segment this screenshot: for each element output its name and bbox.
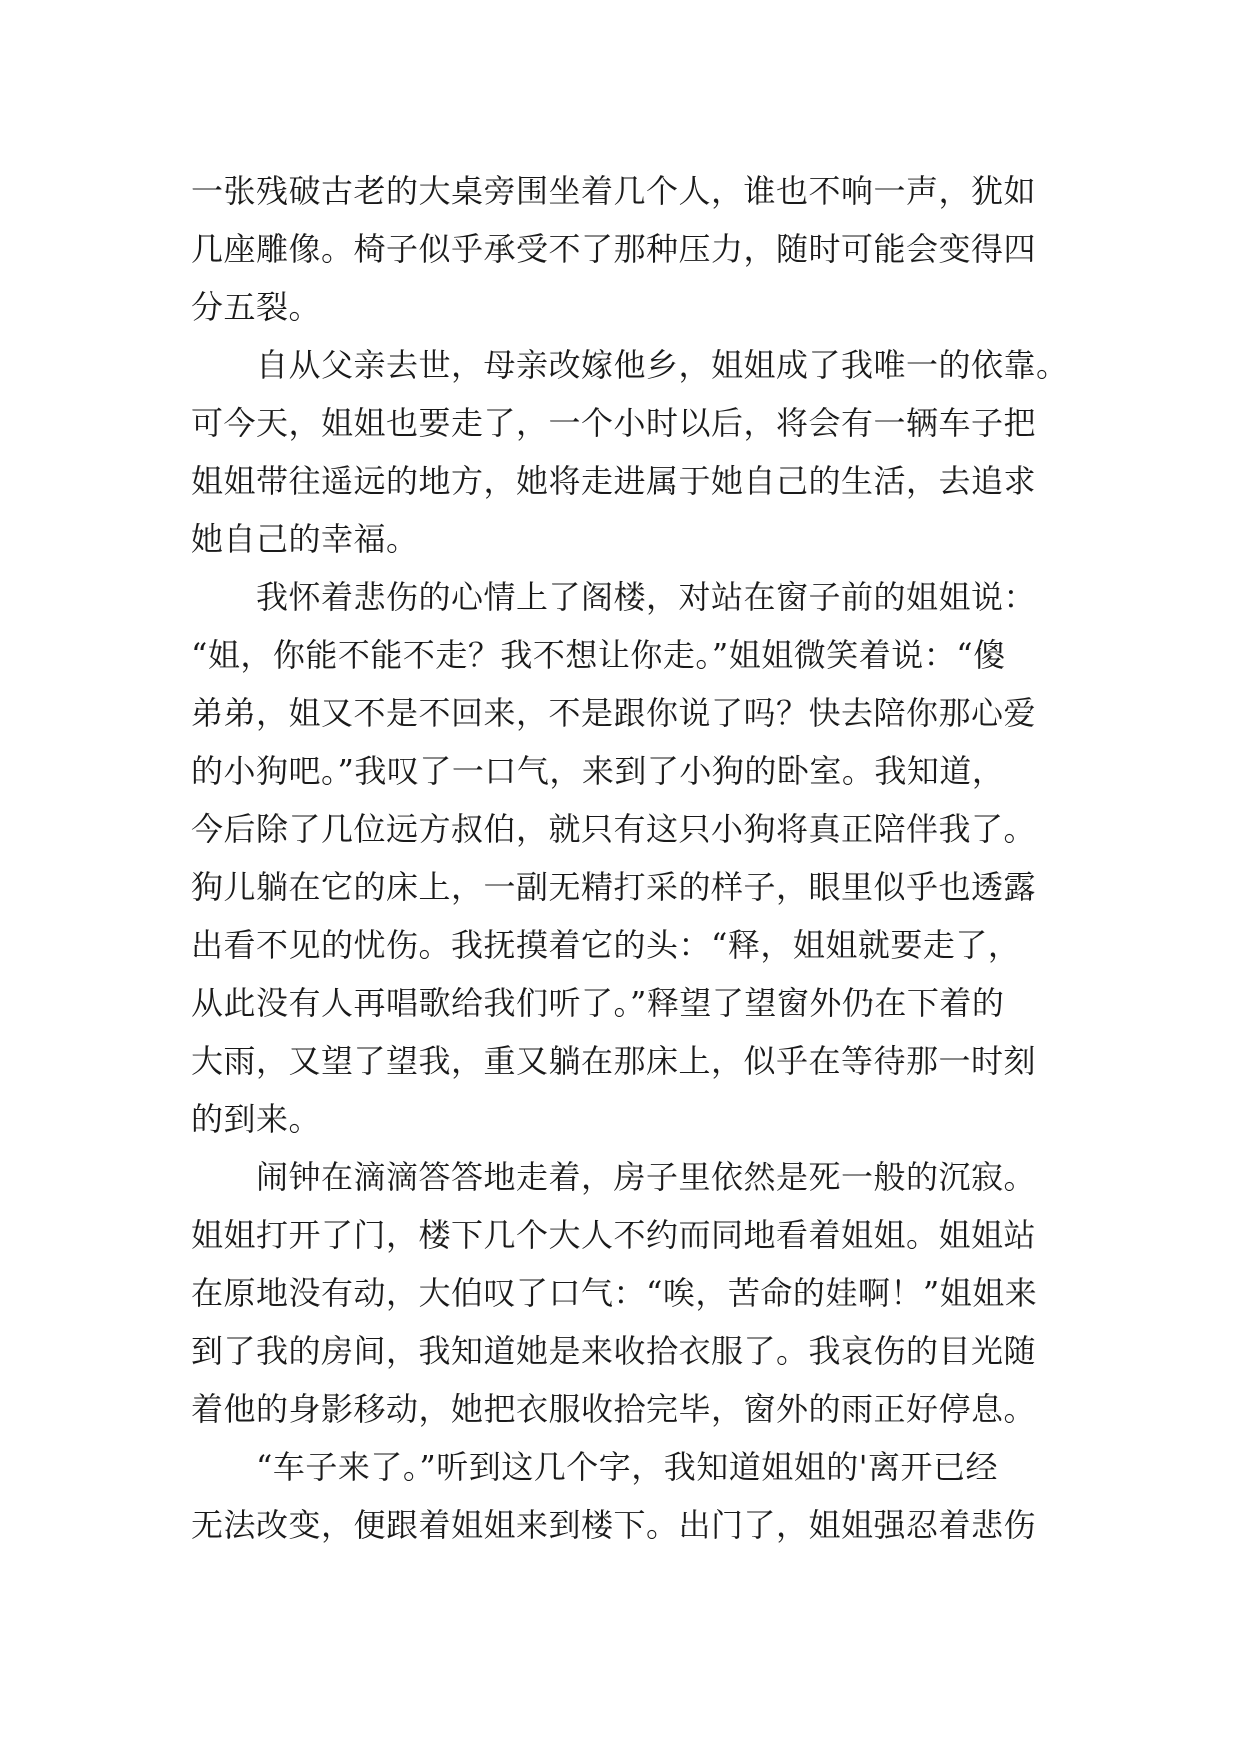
text-line: 出看不见的忧伤。我抚摸着它的头：“释，姐姐就要走了， (191, 926, 1021, 964)
text-line: 着他的身影移动，她把衣服收拾完毕，窗外的雨正好停息。 (191, 1390, 1037, 1428)
paragraph-first-line: “车子来了。”听到这几个字，我知道姐姐的'离开已经 (256, 1448, 999, 1486)
text-line: 从此没有人再唱歌给我们听了。”释望了望窗外仍在下着的 (191, 984, 1005, 1022)
paragraph-first-line: 自从父亲去世，母亲改嫁他乡，姐姐成了我唯一的依靠。 (256, 346, 1069, 384)
text-line: 的到来。 (191, 1100, 322, 1138)
text-line: 弟弟，姐又不是不回来，不是跟你说了吗？快去陪你那心爱 (191, 694, 1037, 732)
text-line: 在原地没有动，大伯叹了口气：“唉，苦命的娃啊！”姐姐来 (191, 1274, 1038, 1312)
text-line: 姐姐带往遥远的地方，她将走进属于她自己的生活，去追求 (191, 462, 1037, 500)
text-line: 狗儿躺在它的床上，一副无精打采的样子，眼里似乎也透露 (191, 868, 1037, 906)
text-line: 姐姐打开了门，楼下几个大人不约而同地看着姐姐。姐姐站 (191, 1216, 1037, 1254)
text-line: “姐，你能不能不走？我不想让你走。”姐姐微笑着说：“傻 (191, 636, 1006, 674)
text-line: 到了我的房间，我知道她是来收拾衣服了。我哀伤的目光随 (191, 1332, 1037, 1370)
paragraph-first-line: 闹钟在滴滴答答地走着，房子里依然是死一般的沉寂。 (256, 1158, 1037, 1196)
text-line: 的小狗吧。”我叹了一口气，来到了小狗的卧室。我知道， (191, 752, 1005, 790)
story-text-body (191, 162, 1071, 1554)
text-line: 一张残破古老的大桌旁围坐着几个人，谁也不响一声，犹如 (191, 172, 1037, 210)
text-line: 可今天，姐姐也要走了，一个小时以后，将会有一辆车子把 (191, 404, 1037, 442)
text-line: 无法改变，便跟着姐姐来到楼下。出门了，姐姐强忍着悲伤 (191, 1506, 1037, 1544)
text-line: 今后除了几位远方叔伯，就只有这只小狗将真正陪伴我了。 (191, 810, 1037, 848)
text-line: 分五裂。 (191, 288, 322, 326)
text-line: 她自己的幸福。 (191, 520, 419, 558)
text-line: 大雨，又望了望我，重又躺在那床上，似乎在等待那一时刻 (191, 1042, 1037, 1080)
paragraph-first-line: 我怀着悲伤的心情上了阁楼，对站在窗子前的姐姐说： (256, 578, 1037, 616)
text-line: 几座雕像。椅子似乎承受不了那种压力，随时可能会变得四 (191, 230, 1037, 268)
